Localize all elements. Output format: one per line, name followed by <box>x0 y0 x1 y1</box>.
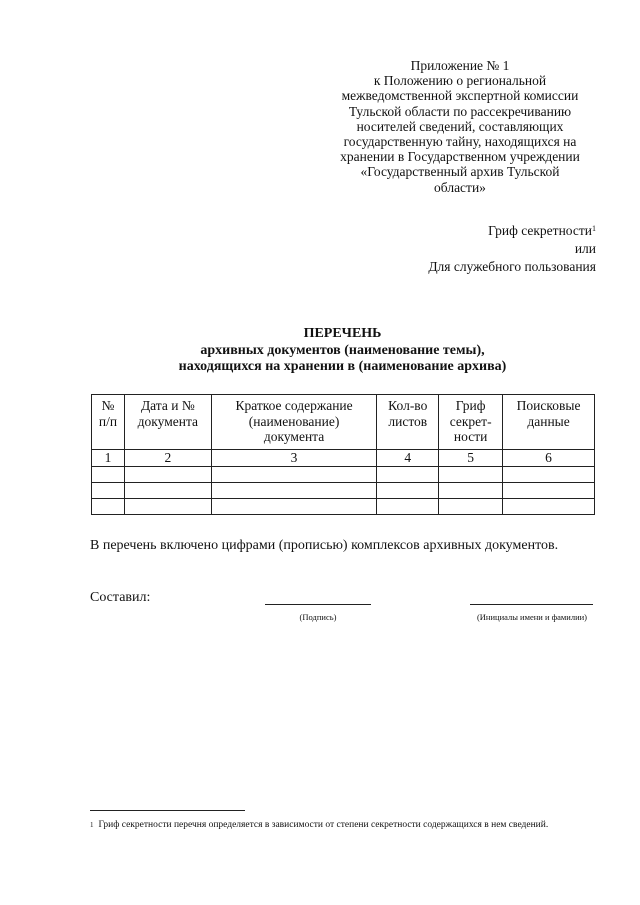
stamp-dsp: Для служебного пользования <box>428 259 596 274</box>
footnote-mark: 1 <box>592 224 596 233</box>
appendix-header <box>315 58 605 195</box>
header-text: п/п <box>98 413 118 429</box>
table-cell[interactable] <box>124 466 211 482</box>
title-heading: ПЕРЕЧЕНЬ <box>303 326 382 341</box>
header-text: Кол-во <box>388 398 428 413</box>
table-cell[interactable] <box>211 482 377 498</box>
header-text: листов <box>388 413 428 429</box>
table-cell[interactable] <box>211 466 377 482</box>
footnote-text: Гриф секретности перечня определяется в зависимости от степени секретности содержащихся в нем сведений. <box>98 820 549 830</box>
appendix-line: к Положению о региональной <box>373 73 547 89</box>
appendix-line: Приложение № 1 <box>410 58 510 73</box>
header-cell <box>211 395 377 450</box>
column-number: 5 <box>439 450 503 467</box>
table-cell[interactable] <box>124 482 211 498</box>
header-text: документа <box>137 413 199 429</box>
column-number: 1 <box>92 450 125 467</box>
table-cell[interactable] <box>503 466 595 482</box>
appendix-line: «Государственный архив Тульской <box>360 164 560 180</box>
footnote-number: 1 <box>90 821 94 829</box>
appendix-line: межведомственной экспертной комиссии <box>341 88 579 104</box>
table-cell[interactable] <box>439 466 503 482</box>
stamp-label: Гриф секретности <box>488 223 592 238</box>
table-cell[interactable] <box>92 482 125 498</box>
appendix-line: носителей сведений, составляющих <box>356 118 564 134</box>
header-text: Гриф <box>455 398 486 413</box>
table-cell[interactable] <box>439 482 503 498</box>
table-row <box>92 498 595 514</box>
column-number: 2 <box>124 450 211 467</box>
header-text: данные <box>527 413 570 429</box>
table-cell[interactable] <box>124 498 211 514</box>
name-caption: (Инициалы имени и фамилии) <box>476 612 588 622</box>
header-cell <box>92 395 125 450</box>
column-number: 4 <box>377 450 439 467</box>
table-cell[interactable] <box>503 498 595 514</box>
compiled-by-label: Составил: <box>90 590 151 605</box>
header-cell <box>503 395 595 450</box>
name-line[interactable] <box>470 604 593 605</box>
header-text: ности <box>453 429 488 444</box>
documents-table <box>91 394 595 515</box>
table-cell[interactable] <box>377 466 439 482</box>
summary-text: В перечень включено цифрами (прописью) комплексов архивных документов. <box>90 538 559 553</box>
appendix-line: хранении в Государственном учреждении <box>340 149 580 165</box>
title-subline: архивных документов (наименование темы), <box>200 342 485 358</box>
secrecy-stamp <box>428 222 596 276</box>
appendix-line: Тульской области по рассекречиванию <box>348 103 572 119</box>
header-text: (наименование) <box>248 413 340 429</box>
appendix-line: области» <box>434 179 486 195</box>
header-text: Дата и № <box>140 398 195 413</box>
stamp-or: или <box>574 241 596 256</box>
header-text: Краткое содержание <box>235 398 353 413</box>
header-text: Поисковые <box>516 398 581 413</box>
table-row <box>92 482 595 498</box>
header-text: документа <box>263 429 325 444</box>
table-cell[interactable] <box>377 498 439 514</box>
header-cell <box>377 395 439 450</box>
table-cell[interactable] <box>211 498 377 514</box>
column-number: 3 <box>211 450 377 467</box>
footnote <box>90 818 597 833</box>
appendix-line: государственную тайну, находящихся на <box>343 134 577 150</box>
signature-line[interactable] <box>265 604 371 605</box>
header-text: секрет- <box>449 413 492 429</box>
header-text: № <box>101 398 115 413</box>
column-number-row <box>92 450 595 467</box>
footnote-divider <box>90 810 245 811</box>
title-subline: находящихся на хранении в (наименование архива) <box>178 359 507 374</box>
table-cell[interactable] <box>92 498 125 514</box>
table-cell[interactable] <box>439 498 503 514</box>
table-cell[interactable] <box>377 482 439 498</box>
header-cell <box>124 395 211 450</box>
stamp-line <box>428 222 596 240</box>
table-header-row <box>92 395 595 450</box>
document-title <box>90 326 595 376</box>
table-cell[interactable] <box>92 466 125 482</box>
table-cell[interactable] <box>503 482 595 498</box>
column-number: 6 <box>503 450 595 467</box>
table-row <box>92 466 595 482</box>
signature-caption: (Подпись) <box>299 612 337 622</box>
header-cell <box>439 395 503 450</box>
